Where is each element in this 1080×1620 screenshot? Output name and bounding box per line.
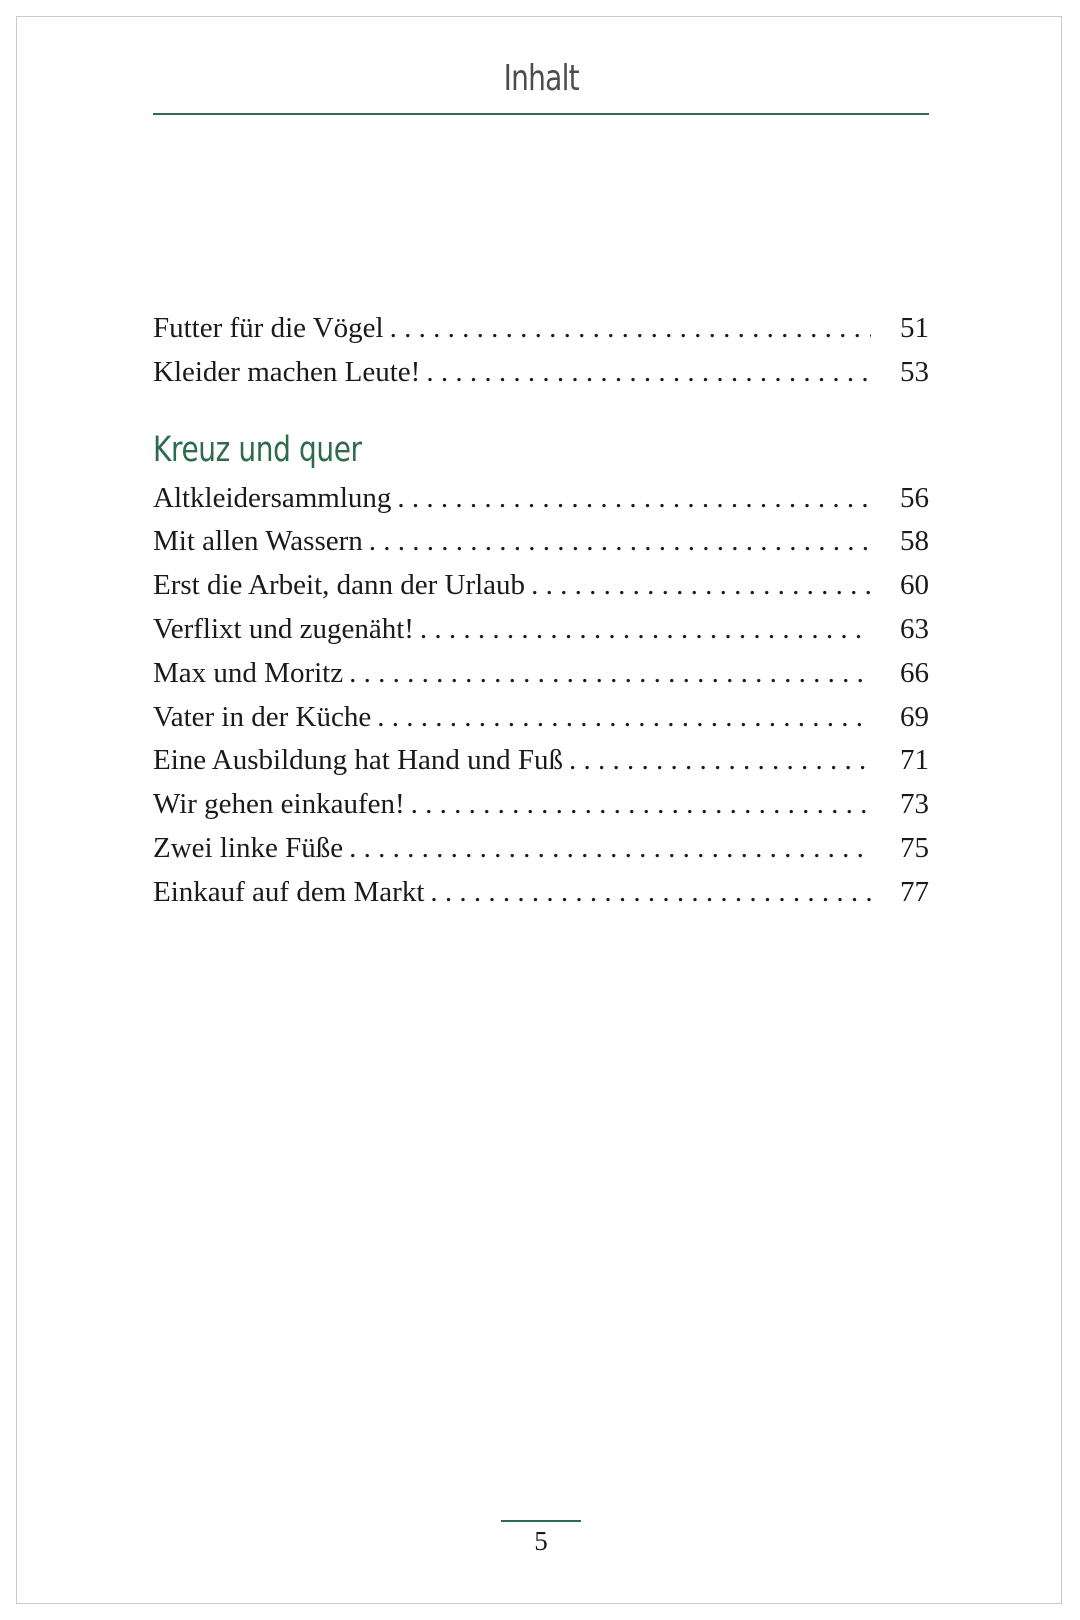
toc-entry-page: 71 [900,744,929,777]
toc-entry-title: Verflixt und zugenäht! [153,612,414,645]
toc-entry[interactable] [153,827,929,871]
table-of-contents [153,307,929,915]
toc-entry[interactable] [153,477,929,521]
toc-entry-title: Wir gehen einkaufen! [153,788,405,821]
toc-entry-page: 69 [900,700,929,733]
page-title: Inhalt [503,58,579,99]
toc-entry[interactable] [153,307,929,351]
dot-leader [569,739,871,783]
page-number: 5 [534,1526,548,1556]
toc-entry[interactable] [153,696,929,740]
toc-entry-page: 63 [900,612,929,645]
toc-entry-page: 56 [900,481,929,514]
toc-entry-title: Altkleidersammlung [153,481,392,514]
toc-entry-page: 66 [900,656,929,689]
toc-entry-title: Eine Ausbildung hat Hand und Fuß [153,744,564,777]
dot-leader [390,307,871,351]
dot-leader [397,477,871,521]
dot-leader [349,827,871,871]
toc-entry-title: Mit allen Wassern [153,525,363,558]
header-divider [153,113,929,115]
footer-divider [501,1520,581,1522]
dot-leader [411,783,871,827]
dot-leader [426,351,871,395]
toc-entry-title: Vater in der Küche [153,700,372,733]
toc-entry[interactable] [153,520,929,564]
toc-entry-title: Max und Moritz [153,656,344,689]
toc-entry[interactable] [153,564,929,608]
toc-entry-title: Erst die Arbeit, dann der Urlaub [153,569,526,602]
toc-entry-title: Einkauf auf dem Markt [153,875,425,908]
dot-leader [349,652,871,696]
toc-entry-title: Zwei linke Füße [153,831,344,864]
toc-entry-page: 51 [900,312,929,344]
toc-entry[interactable] [153,608,929,652]
page-header [153,58,929,99]
dot-leader [531,564,871,608]
dot-leader [377,696,871,740]
toc-entry-page: 77 [900,875,929,908]
dot-leader [430,871,871,915]
toc-entry[interactable] [153,652,929,696]
toc-entry-page: 73 [900,788,929,821]
toc-entry[interactable] [153,871,929,915]
toc-entry-page: 60 [900,569,929,602]
dot-leader [420,608,871,652]
toc-entry[interactable] [153,351,929,395]
section-heading-label: Kreuz und quer [153,429,362,470]
toc-entry-page: 58 [900,525,929,558]
toc-entry-page: 75 [900,831,929,864]
toc-entry-title: Kleider machen Leute! [153,355,421,388]
toc-entry-page: 53 [900,355,929,388]
toc-entry[interactable] [153,739,929,783]
dot-leader [369,520,871,564]
section-heading [153,395,929,477]
toc-entry-title: Futter für die Vögel [153,312,384,344]
toc-entry[interactable] [153,783,929,827]
